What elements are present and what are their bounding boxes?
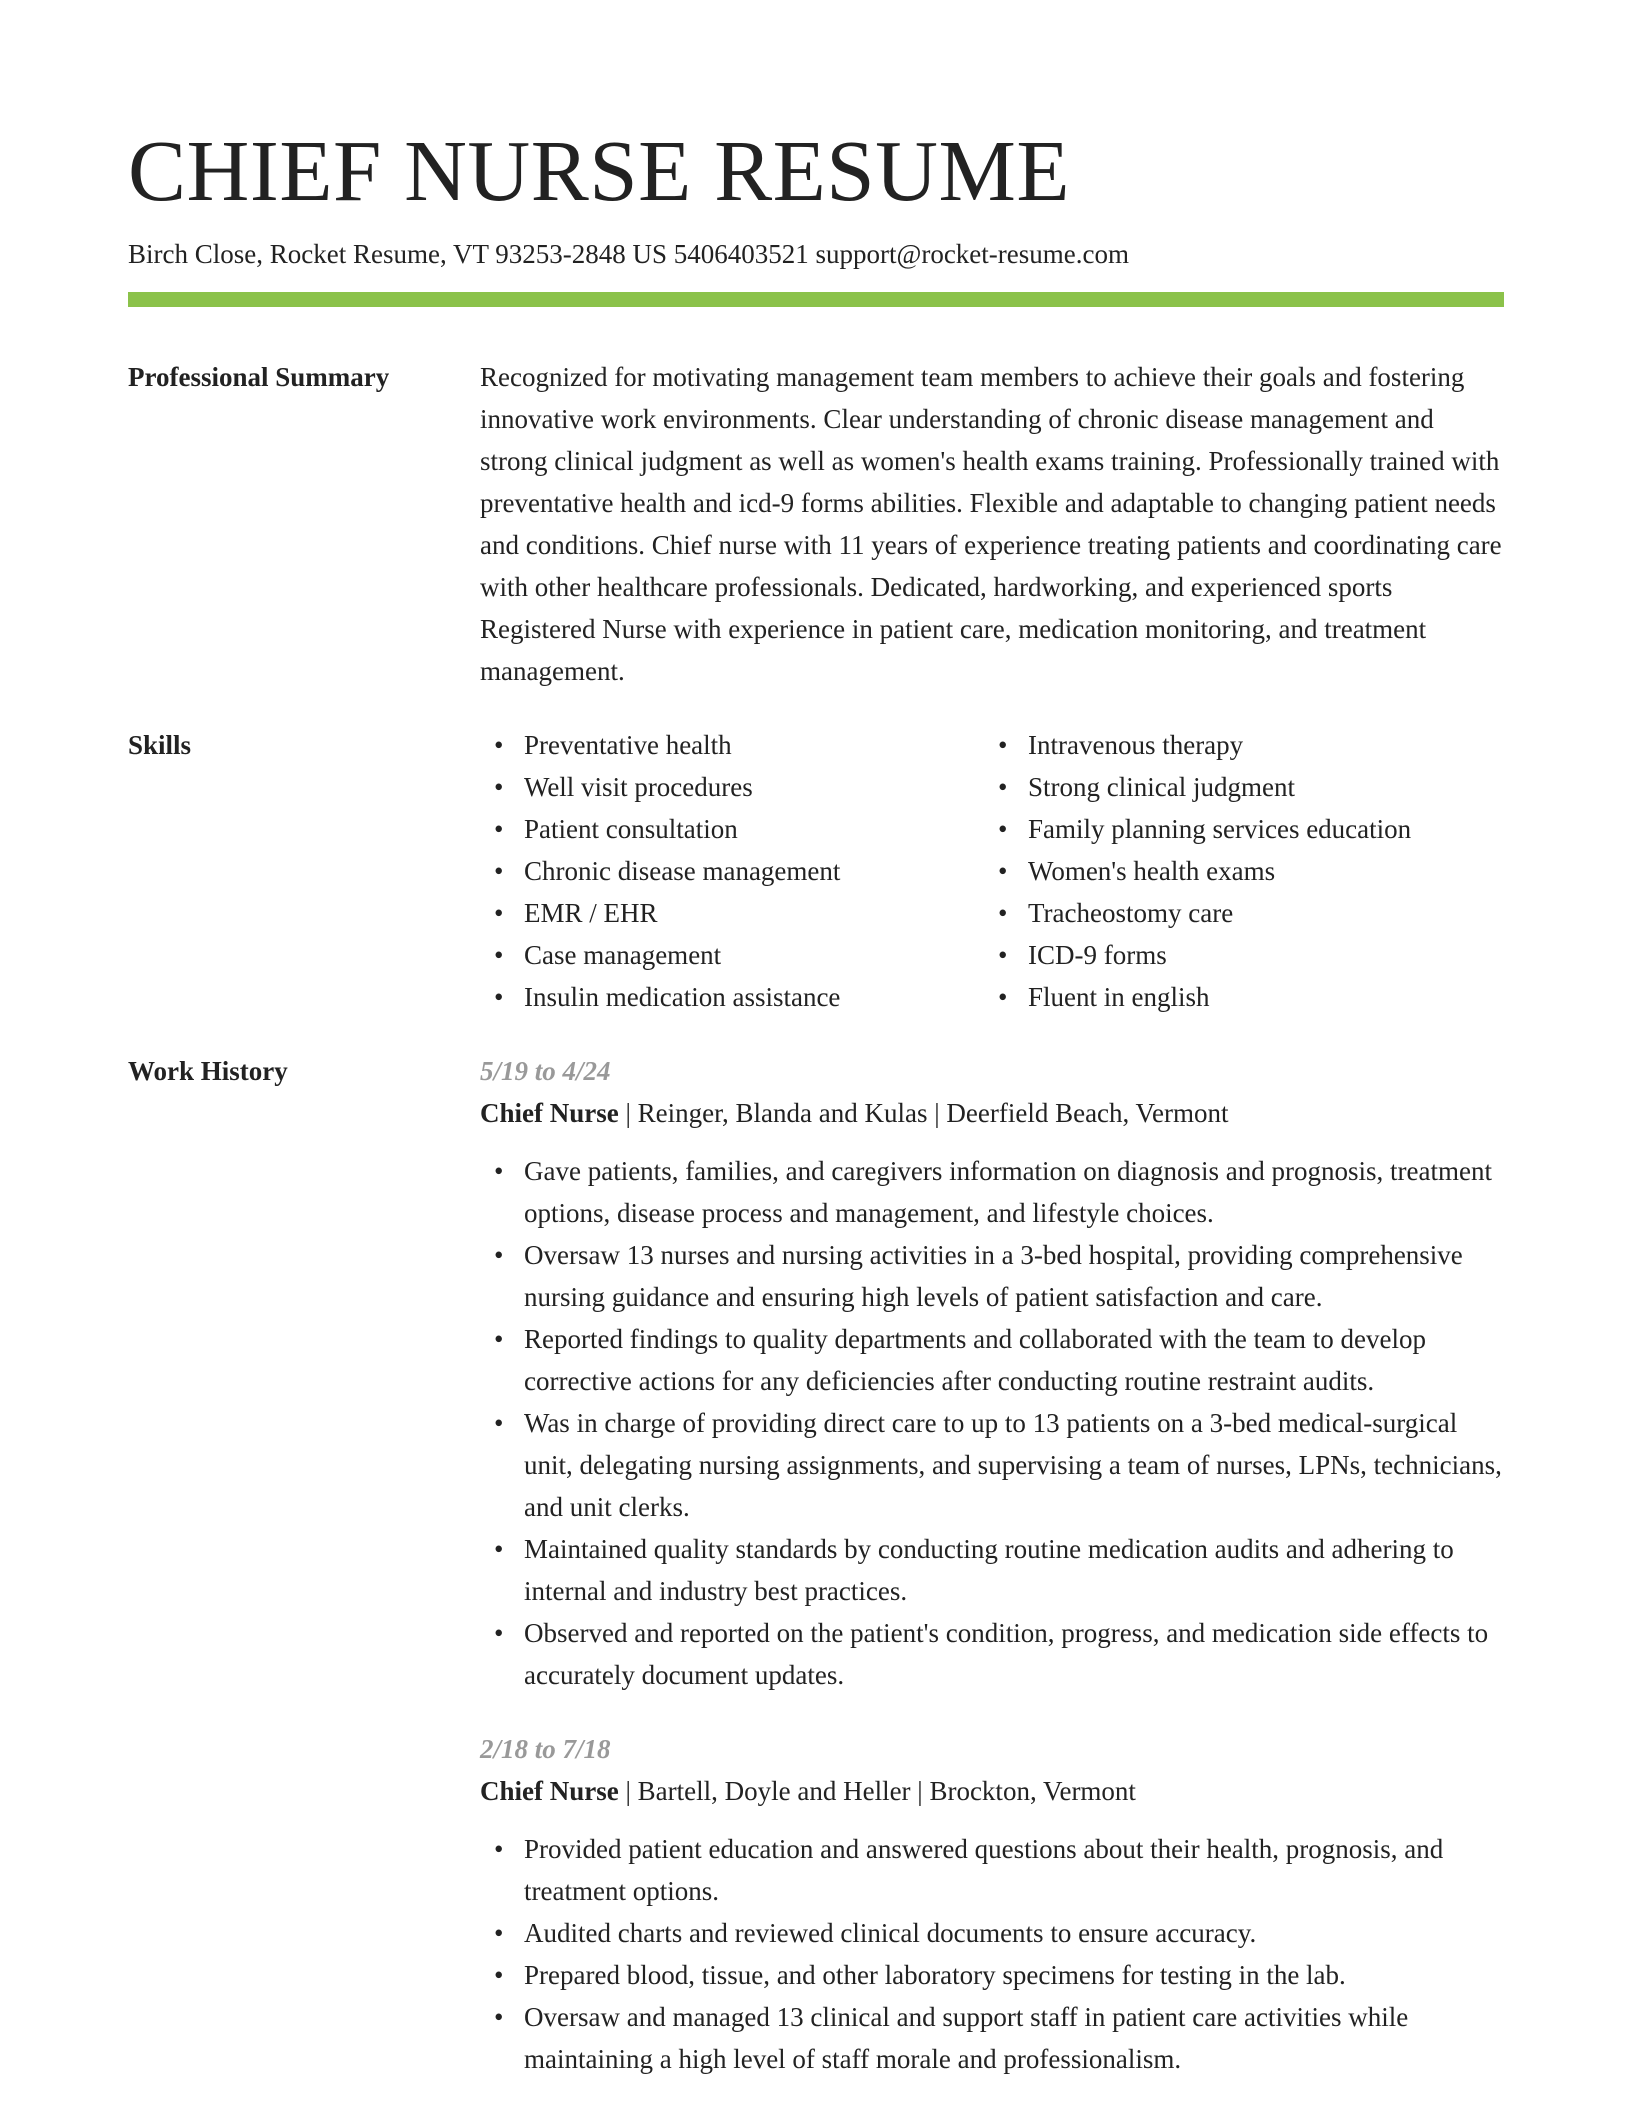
skill-item-text: EMR / EHR: [524, 898, 658, 928]
bullet-icon: •: [494, 898, 504, 928]
job-bullet-text: Provided patient education and answered questions about their health, prognosis, and treatment options.: [524, 1834, 1444, 1906]
job-bullet-text: Oversaw and managed 13 clinical and support staff in patient care activities while maintaining a high level of staff morale and professionalism.: [524, 2002, 1409, 2074]
job-separator: |: [927, 1098, 947, 1128]
bullet-icon: •: [494, 1960, 504, 1990]
contact-line: Birch Close, Rocket Resume, VT 93253-2848 US 5406403521 support@rocket-resume.com: [128, 239, 1129, 269]
skill-item-text: Case management: [524, 940, 722, 970]
skills-body: [480, 724, 1504, 1018]
resume-page: [128, 0, 1504, 2080]
skill-item-text: Strong clinical judgment: [1028, 772, 1295, 802]
skill-item-text: Fluent in english: [1028, 982, 1210, 1012]
section-title-work: Work History: [128, 1056, 288, 1086]
job-title: Chief Nurse: [480, 1776, 619, 1806]
skill-item: [480, 724, 984, 766]
skills-column-left: [480, 724, 984, 1018]
job-bullet: [480, 1528, 1504, 1612]
bullet-icon: •: [998, 772, 1008, 802]
bullet-icon: •: [998, 940, 1008, 970]
job-separator: |: [618, 1776, 638, 1806]
bullet-icon: •: [998, 982, 1008, 1012]
job-company: Reinger, Blanda and Kulas: [637, 1098, 928, 1128]
skill-item: [984, 724, 1488, 766]
job-location: Brockton, Vermont: [929, 1776, 1136, 1806]
job-bullet: [480, 1234, 1504, 1318]
bullet-icon: •: [998, 856, 1008, 886]
job-separator: |: [910, 1776, 930, 1806]
resume-title: CHIEF NURSE RESUME: [128, 122, 1070, 219]
job-entry: [480, 1728, 1504, 2080]
skill-item-text: Preventative health: [524, 730, 732, 760]
skills-section: [128, 724, 1504, 1018]
skill-item: [984, 892, 1488, 934]
skill-item-text: Tracheostomy care: [1028, 898, 1234, 928]
job-separator: |: [618, 1098, 638, 1128]
job-bullet: [480, 1912, 1504, 1954]
job-entry: [480, 1050, 1504, 1696]
job-bullet-text: Prepared blood, tissue, and other laboratory specimens for testing in the lab.: [524, 1960, 1346, 1990]
job-bullet-text: Gave patients, families, and caregivers information on diagnosis and prognosis, treatment options, disease process and management, and lifestyle choices.: [524, 1156, 1492, 1228]
skill-item: [984, 808, 1488, 850]
accent-divider: [128, 292, 1504, 307]
skill-item: [984, 976, 1488, 1018]
bullet-icon: •: [494, 1534, 504, 1564]
skills-column-right: [984, 724, 1488, 1018]
bullet-icon: •: [494, 856, 504, 886]
professional-summary-section: [128, 356, 1504, 692]
skills-list-left: [480, 724, 984, 1018]
skill-item: [480, 808, 984, 850]
job-bullet-text: Audited charts and reviewed clinical documents to ensure accuracy.: [524, 1918, 1257, 1948]
skill-item-text: Insulin medication assistance: [524, 982, 841, 1012]
job-bullet-text: Oversaw 13 nurses and nursing activities in a 3-bed hospital, providing comprehensive nursing guidance and ensuring high levels of patient satisfaction and care.: [524, 1240, 1463, 1312]
bullet-icon: •: [494, 1324, 504, 1354]
section-title-skills: Skills: [128, 730, 192, 760]
job-location: Deerfield Beach, Vermont: [946, 1098, 1229, 1128]
job-bullet-text: Observed and reported on the patient's condition, progress, and medication side effects to accurately document updates.: [524, 1618, 1489, 1690]
bullet-icon: •: [998, 814, 1008, 844]
bullet-icon: •: [494, 772, 504, 802]
bullet-icon: •: [494, 1834, 504, 1864]
job-title: Chief Nurse: [480, 1098, 619, 1128]
bullet-icon: •: [494, 940, 504, 970]
bullet-icon: •: [494, 2002, 504, 2032]
summary-text: Recognized for motivating management team members to achieve their goals and fostering innovative work environments. Clear understanding of chronic disease management and strong clinical judgment as well as women's health exams training. Professionally trained with preventative health and icd-9 forms abilities. Flexible and adaptable to changing patient needs and conditions. Chief nurse with 11 years of experience treating patients and coordinating care with other healthcare professionals. Dedicated, hardworking, and experienced sports Registered Nurse with experience in patient care, medication monitoring, and treatment management.: [480, 362, 1502, 686]
job-bullet-text: Reported findings to quality departments and collaborated with the team to develop corrective actions for any deficiencies after conducting routine restraint audits.: [524, 1324, 1427, 1396]
skill-item: [480, 934, 984, 976]
job-company: Bartell, Doyle and Heller: [637, 1776, 911, 1806]
bullet-icon: •: [494, 730, 504, 760]
summary-body: [480, 356, 1504, 692]
bullet-icon: •: [494, 982, 504, 1012]
job-bullet: [480, 1318, 1504, 1402]
skill-item: [984, 934, 1488, 976]
bullet-icon: •: [998, 898, 1008, 928]
job-dates: 2/18 to 7/18: [480, 1734, 611, 1764]
job-bullet: [480, 1996, 1504, 2080]
job-bullet-text: Maintained quality standards by conducting routine medication audits and adhering to internal and industry best practices.: [524, 1534, 1454, 1606]
skill-item-text: Chronic disease management: [524, 856, 841, 886]
bullet-icon: •: [494, 814, 504, 844]
skill-item-text: Intravenous therapy: [1028, 730, 1244, 760]
bullet-icon: •: [998, 730, 1008, 760]
job-bullets: [480, 1150, 1504, 1696]
job-dates: 5/19 to 4/24: [480, 1056, 611, 1086]
bullet-icon: •: [494, 1918, 504, 1948]
work-history-body: [480, 1050, 1504, 2080]
job-bullets: [480, 1828, 1504, 2080]
skill-item: [480, 892, 984, 934]
skill-item-text: Family planning services education: [1028, 814, 1412, 844]
bullet-icon: •: [494, 1240, 504, 1270]
skill-item: [984, 766, 1488, 808]
skills-list-right: [984, 724, 1488, 1018]
skill-item: [984, 850, 1488, 892]
job-title-line: [480, 1770, 1504, 1812]
job-bullet: [480, 1150, 1504, 1234]
job-bullet: [480, 1954, 1504, 1996]
section-title-summary: Professional Summary: [128, 362, 390, 392]
work-history-section: [128, 1050, 1504, 2080]
skill-item: [480, 766, 984, 808]
job-bullet: [480, 1402, 1504, 1528]
bullet-icon: •: [494, 1618, 504, 1648]
job-bullet: [480, 1612, 1504, 1696]
bullet-icon: •: [494, 1156, 504, 1186]
job-bullet: [480, 1828, 1504, 1912]
skill-item-text: Women's health exams: [1028, 856, 1276, 886]
job-bullet-text: Was in charge of providing direct care to up to 13 patients on a 3-bed medical-surgical unit, delegating nursing assignments, and supervising a team of nurses, LPNs, technicians, and unit clerks.: [524, 1408, 1502, 1522]
bullet-icon: •: [494, 1408, 504, 1438]
job-title-line: [480, 1092, 1504, 1134]
skill-item-text: ICD-9 forms: [1028, 940, 1167, 970]
skill-item-text: Well visit procedures: [524, 772, 753, 802]
skill-item: [480, 850, 984, 892]
skill-item: [480, 976, 984, 1018]
skill-item-text: Patient consultation: [524, 814, 738, 844]
